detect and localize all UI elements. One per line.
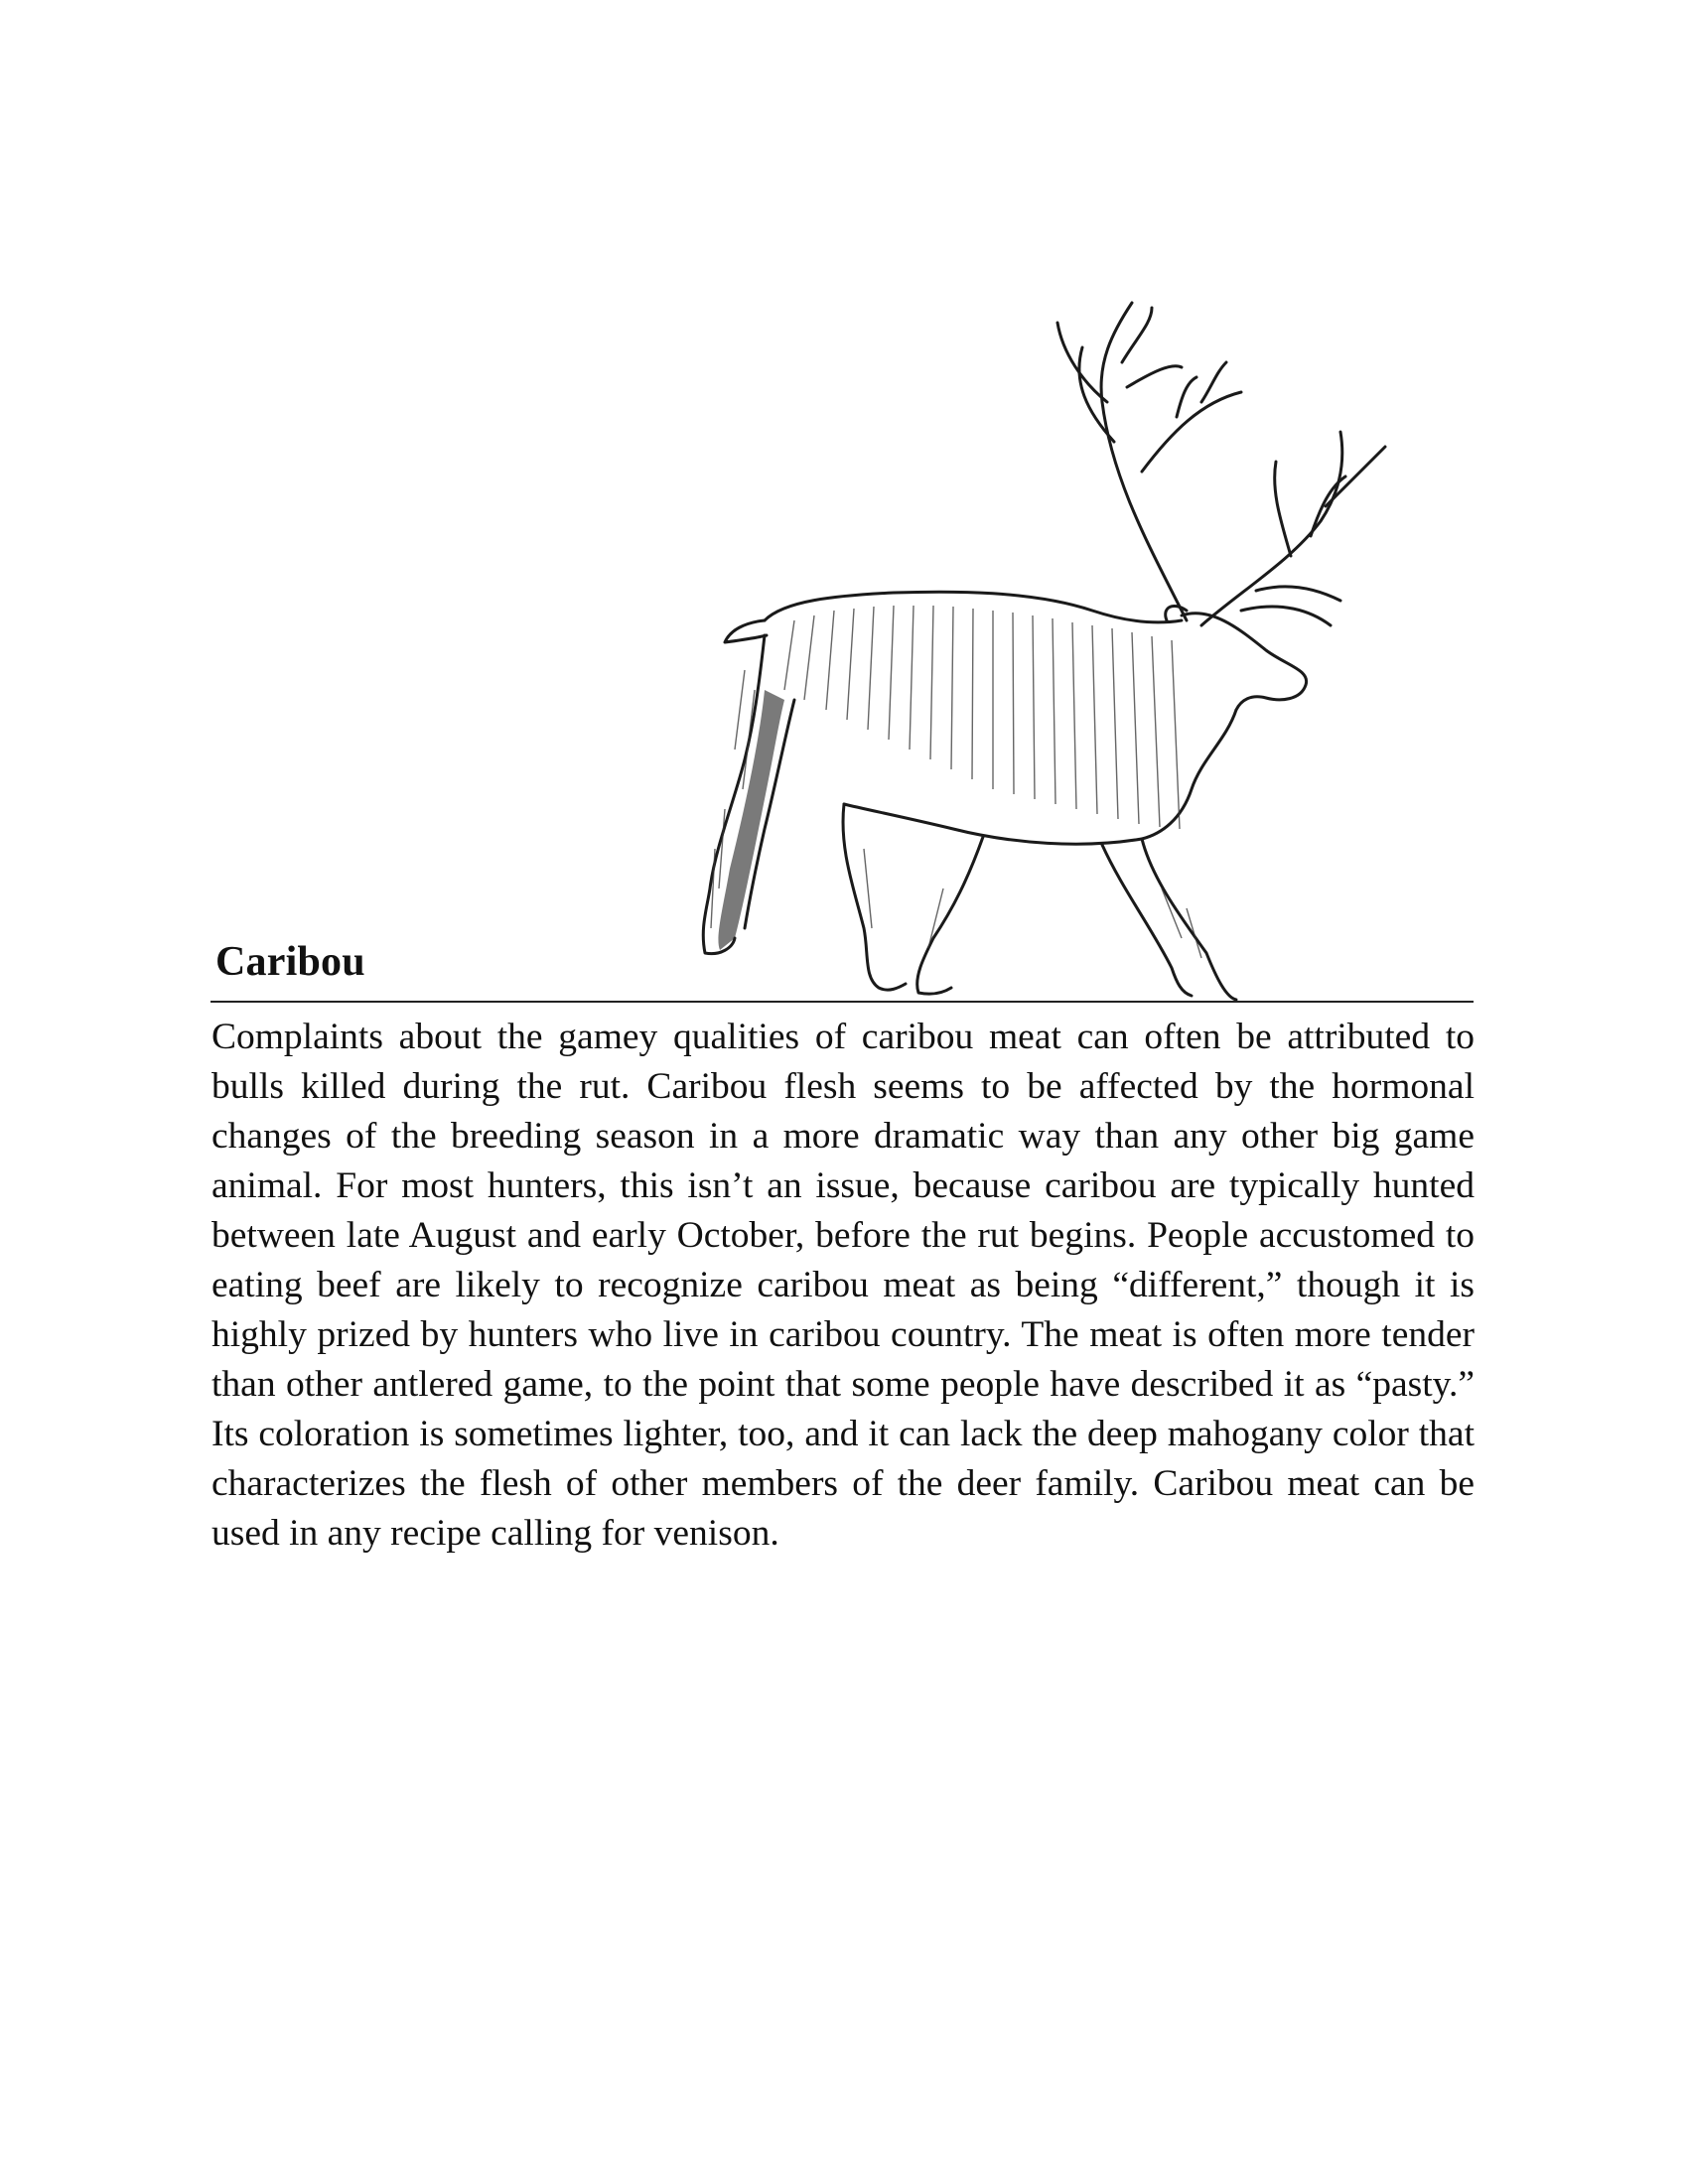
heading-divider (211, 1001, 1474, 1003)
section-heading: Caribou (215, 939, 365, 985)
article-body: Complaints about the gamey qualities of caribou meat can often be attributed to bulls killed during the rut. Caribou flesh seems to be affected by the hormonal changes of the breeding season in a more dramatic way than any other big game animal. For most hunters, this isn’t an issue, because caribou are typically hunted between late August and early October, before the rut begins. People accustomed to eating beef are likely to recognize caribou meat as being “different,” though it is highly prized by hunters who live in caribou country. The meat is often more tender than other antlered game, to the point that some people have described it as “pasty.” Its coloration is sometimes lighter, too, and it can lack the deep mahogany color that characterizes the flesh of other members of the deer family. Caribou meat can be used in any recipe calling for venison. (211, 1017, 1475, 1554)
caribou-illustration (685, 293, 1460, 1008)
